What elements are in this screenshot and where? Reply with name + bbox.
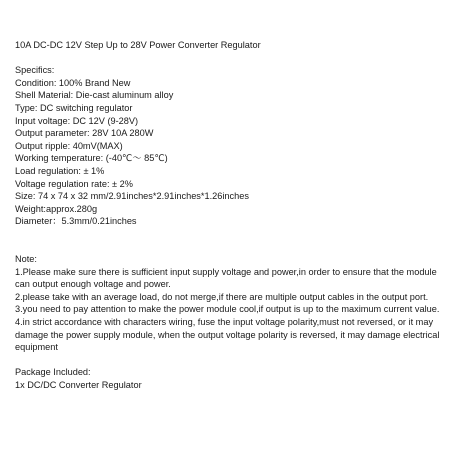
note-item-2: 2.please take with an average load, do not merge,if there are multiple output cables in the output port. bbox=[15, 291, 429, 302]
spec-diameter: Diameter：5.3mm/0.21inches bbox=[15, 216, 137, 227]
spacer bbox=[15, 52, 440, 65]
spec-size: Size: 74 x 74 x 32 mm/2.91inches*2.91inches*1.26inches bbox=[15, 191, 249, 202]
spec-voltage-regulation: Voltage regulation rate: ± 2% bbox=[15, 178, 133, 189]
spec-output-ripple: Output ripple: 40mV(MAX) bbox=[15, 140, 123, 151]
spec-type: Type: DC switching regulator bbox=[15, 102, 133, 113]
spacer bbox=[15, 354, 440, 367]
spec-condition: Condition: 100% Brand New bbox=[15, 77, 131, 88]
spec-working-temperature: Working temperature: (-40℃～ 85℃) bbox=[15, 153, 168, 164]
spec-shell-material: Shell Material: Die-cast aluminum alloy bbox=[15, 90, 174, 101]
note-heading: Note: bbox=[15, 254, 37, 265]
product-title: 10A DC-DC 12V Step Up to 28V Power Converter Regulator bbox=[15, 40, 261, 50]
spec-output-parameter: Output parameter: 28V 10A 280W bbox=[15, 128, 154, 139]
spacer bbox=[15, 241, 440, 254]
spec-weight: Weight:approx.280g bbox=[15, 203, 98, 214]
spec-input-voltage: Input voltage: DC 12V (9-28V) bbox=[15, 115, 139, 126]
note-item-3: 3.you need to pay attention to make the power module cool,if output is up to the maximum current value. bbox=[15, 304, 440, 315]
note-item-4: 4.in strict accordance with characters wiring, fuse the input voltage polarity,must not reversed, or it may damage the power supply module, when the output voltage polarity is reversed, it may damage electrical equipment bbox=[15, 317, 440, 353]
package-heading: Package Included: bbox=[15, 367, 91, 378]
spec-load-regulation: Load regulation: ± 1% bbox=[15, 165, 105, 176]
specifics-heading: Specifics: bbox=[15, 65, 55, 76]
spacer bbox=[15, 228, 440, 241]
package-item: 1x DC/DC Converter Regulator bbox=[15, 380, 142, 391]
note-item-1: 1.Please make sure there is sufficient input supply voltage and power,in order to ensure that the module can output enough voltage and power. bbox=[15, 266, 437, 290]
